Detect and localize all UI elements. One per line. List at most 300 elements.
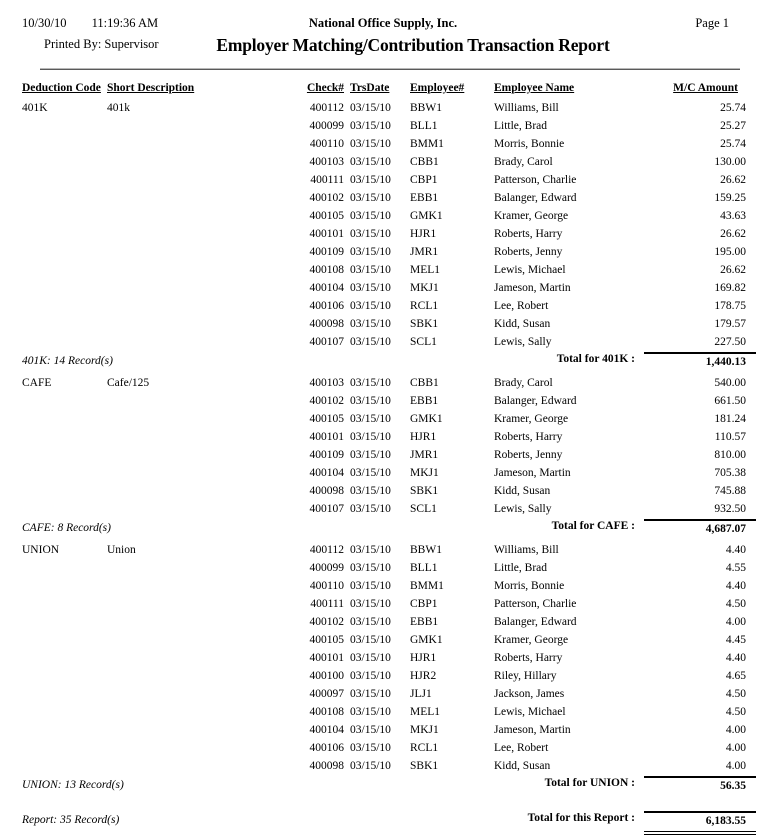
cell-employee-number: HJR2 (410, 670, 437, 682)
cell-short-description (107, 613, 302, 631)
cell-short-description (107, 171, 302, 189)
cell-trs-date: 03/15/10 (350, 210, 391, 222)
cell-employee-number: MKJ1 (410, 467, 439, 479)
cell-trs-date: 03/15/10 (350, 336, 391, 348)
print-date: 10/30/10 (22, 16, 67, 30)
cell-deduction-code (22, 685, 107, 703)
cell-trs-date: 03/15/10 (350, 395, 391, 407)
cell-check-number: 400102 (309, 192, 344, 204)
cell-check-number: 400103 (309, 156, 344, 168)
cell-employee-number: JLJ1 (410, 688, 432, 700)
table-row (0, 631, 759, 649)
cell-deduction-code (22, 559, 107, 577)
cell-employee-name: Kramer, George (494, 634, 569, 646)
report-body (0, 99, 759, 835)
cell-employee-name: Roberts, Harry (494, 228, 563, 240)
section-total-amount: 1,440.13 (644, 352, 756, 368)
cell-trs-date: 03/15/10 (350, 138, 391, 150)
cell-mc-amount: 4.40 (725, 580, 746, 592)
table-row (0, 153, 759, 171)
cell-short-description (107, 392, 302, 410)
cell-check-number: 400101 (309, 652, 344, 664)
cell-employee-name: Brady, Carol (494, 156, 553, 168)
column-header-employee-name: Employee Name (494, 82, 575, 94)
cell-check-number: 400098 (309, 760, 344, 772)
cell-deduction-code (22, 613, 107, 631)
cell-short-description (107, 739, 302, 757)
cell-deduction-code (22, 482, 107, 500)
cell-check-number: 400100 (309, 670, 344, 682)
cell-check-number: 400099 (309, 562, 344, 574)
cell-employee-name: Balanger, Edward (494, 395, 577, 407)
table-row (0, 559, 759, 577)
table-row (0, 315, 759, 333)
table-row (0, 577, 759, 595)
cell-trs-date: 03/15/10 (350, 120, 391, 132)
cell-employee-number: HJR1 (410, 431, 437, 443)
cell-trs-date: 03/15/10 (350, 467, 391, 479)
table-row (0, 279, 759, 297)
table-row (0, 99, 759, 117)
header-divider (40, 68, 740, 70)
cell-employee-number: CBB1 (410, 156, 439, 168)
cell-short-description: 401k (107, 102, 130, 114)
cell-short-description (107, 577, 302, 595)
section-record-count: UNION: 13 Record(s) (22, 779, 124, 791)
cell-employee-name: Balanger, Edward (494, 616, 577, 628)
cell-employee-name: Morris, Bonnie (494, 580, 565, 592)
cell-trs-date: 03/15/10 (350, 724, 391, 736)
cell-employee-number: BBW1 (410, 544, 442, 556)
cell-check-number: 400105 (309, 210, 344, 222)
cell-employee-number: SCL1 (410, 503, 437, 515)
cell-deduction-code (22, 446, 107, 464)
cell-mc-amount: 4.65 (725, 670, 746, 682)
cell-employee-number: SBK1 (410, 318, 439, 330)
cell-short-description (107, 315, 302, 333)
cell-employee-number: EBB1 (410, 616, 439, 628)
cell-short-description: Cafe/125 (107, 377, 150, 389)
table-row (0, 261, 759, 279)
table-row (0, 189, 759, 207)
cell-employee-number: CBB1 (410, 377, 439, 389)
cell-trs-date: 03/15/10 (350, 760, 391, 772)
cell-employee-name: Jameson, Martin (494, 467, 571, 479)
cell-short-description (107, 297, 302, 315)
cell-deduction-code (22, 171, 107, 189)
table-row (0, 613, 759, 631)
cell-employee-number: JMR1 (410, 246, 439, 258)
cell-employee-number: MKJ1 (410, 282, 439, 294)
cell-employee-number: EBB1 (410, 395, 439, 407)
cell-mc-amount: 25.27 (720, 120, 746, 132)
table-row (0, 297, 759, 315)
cell-check-number: 400097 (309, 688, 344, 700)
cell-short-description (107, 225, 302, 243)
table-row (0, 171, 759, 189)
cell-trs-date: 03/15/10 (350, 264, 391, 276)
cell-check-number: 400102 (309, 395, 344, 407)
table-row (0, 207, 759, 225)
table-row (0, 541, 759, 559)
cell-trs-date: 03/15/10 (350, 413, 391, 425)
header-row-1 (22, 16, 744, 35)
cell-trs-date: 03/15/10 (350, 503, 391, 515)
cell-mc-amount: 169.82 (714, 282, 746, 294)
cell-check-number: 400110 (309, 138, 344, 150)
cell-deduction-code (22, 153, 107, 171)
column-header-mc-amount: M/C Amount (673, 82, 738, 94)
table-row (0, 703, 759, 721)
cell-deduction-code (22, 117, 107, 135)
section-footer-row (0, 776, 759, 796)
table-row (0, 667, 759, 685)
cell-employee-name: Kidd, Susan (494, 760, 551, 772)
cell-short-description (107, 685, 302, 703)
cell-deduction-code (22, 297, 107, 315)
cell-employee-number: RCL1 (410, 300, 439, 312)
cell-mc-amount: 4.50 (725, 706, 746, 718)
cell-check-number: 400099 (309, 120, 344, 132)
table-row (0, 392, 759, 410)
cell-check-number: 400112 (309, 102, 344, 114)
cell-check-number: 400110 (309, 580, 344, 592)
cell-mc-amount: 25.74 (720, 138, 746, 150)
cell-deduction-code (22, 703, 107, 721)
cell-trs-date: 03/15/10 (350, 174, 391, 186)
table-row (0, 428, 759, 446)
cell-deduction-code (22, 428, 107, 446)
cell-trs-date: 03/15/10 (350, 431, 391, 443)
cell-check-number: 400105 (309, 413, 344, 425)
cell-short-description (107, 500, 302, 518)
report-total-amount: 6,183.55 (644, 811, 756, 835)
table-row (0, 482, 759, 500)
cell-mc-amount: 159.25 (714, 192, 746, 204)
cell-trs-date: 03/15/10 (350, 688, 391, 700)
table-row (0, 500, 759, 518)
header-row-2 (22, 35, 744, 63)
cell-mc-amount: 745.88 (714, 485, 746, 497)
cell-employee-name: Kramer, George (494, 210, 569, 222)
cell-trs-date: 03/15/10 (350, 562, 391, 574)
cell-short-description (107, 464, 302, 482)
report-footer-row (0, 811, 759, 835)
cell-employee-name: Williams, Bill (494, 102, 559, 114)
cell-short-description (107, 153, 302, 171)
cell-employee-name: Jameson, Martin (494, 724, 571, 736)
cell-mc-amount: 43.63 (720, 210, 746, 222)
cell-check-number: 400102 (309, 616, 344, 628)
cell-mc-amount: 810.00 (714, 449, 746, 461)
cell-deduction-code (22, 595, 107, 613)
table-row (0, 225, 759, 243)
cell-employee-name: Little, Brad (494, 562, 548, 574)
cell-short-description (107, 446, 302, 464)
cell-mc-amount: 4.00 (725, 742, 746, 754)
cell-employee-name: Riley, Hillary (494, 670, 557, 682)
cell-employee-number: GMK1 (410, 413, 443, 425)
cell-employee-name: Morris, Bonnie (494, 138, 565, 150)
cell-deduction-code (22, 392, 107, 410)
cell-employee-name: Lewis, Michael (494, 264, 566, 276)
cell-trs-date: 03/15/10 (350, 598, 391, 610)
table-row (0, 410, 759, 428)
cell-short-description: Union (107, 544, 136, 556)
cell-employee-number: SCL1 (410, 336, 437, 348)
cell-employee-name: Little, Brad (494, 120, 548, 132)
table-row (0, 595, 759, 613)
cell-short-description (107, 559, 302, 577)
cell-short-description (107, 261, 302, 279)
cell-trs-date: 03/15/10 (350, 485, 391, 497)
table-row (0, 739, 759, 757)
cell-short-description (107, 757, 302, 775)
cell-short-description (107, 410, 302, 428)
cell-deduction-code (22, 631, 107, 649)
section-total-label: Total for 401K : (556, 353, 635, 365)
cell-trs-date: 03/15/10 (350, 156, 391, 168)
section-record-count: CAFE: 8 Record(s) (22, 522, 111, 534)
cell-check-number: 400109 (309, 449, 344, 461)
cell-check-number: 400106 (309, 300, 344, 312)
cell-check-number: 400111 (310, 174, 344, 186)
cell-employee-number: MEL1 (410, 706, 441, 718)
cell-mc-amount: 932.50 (714, 503, 746, 515)
report-total-label: Total for this Report : (527, 812, 635, 824)
cell-short-description (107, 207, 302, 225)
cell-deduction-code (22, 279, 107, 297)
cell-deduction-code (22, 649, 107, 667)
cell-trs-date: 03/15/10 (350, 228, 391, 240)
cell-employee-number: GMK1 (410, 210, 443, 222)
cell-trs-date: 03/15/10 (350, 706, 391, 718)
cell-employee-name: Jackson, James (494, 688, 565, 700)
cell-employee-number: BBW1 (410, 102, 442, 114)
cell-trs-date: 03/15/10 (350, 634, 391, 646)
table-row (0, 446, 759, 464)
cell-mc-amount: 26.62 (720, 264, 746, 276)
cell-mc-amount: 705.38 (714, 467, 746, 479)
cell-mc-amount: 25.74 (720, 102, 746, 114)
cell-employee-number: SBK1 (410, 485, 439, 497)
cell-mc-amount: 179.57 (714, 318, 746, 330)
cell-short-description (107, 117, 302, 135)
cell-deduction-code (22, 189, 107, 207)
cell-trs-date: 03/15/10 (350, 544, 391, 556)
cell-deduction-code (22, 500, 107, 518)
cell-deduction-code (22, 135, 107, 153)
cell-trs-date: 03/15/10 (350, 102, 391, 114)
cell-check-number: 400104 (309, 282, 344, 294)
cell-check-number: 400098 (309, 485, 344, 497)
cell-deduction-code (22, 207, 107, 225)
cell-check-number: 400107 (309, 336, 344, 348)
cell-check-number: 400108 (309, 706, 344, 718)
cell-mc-amount: 4.40 (725, 652, 746, 664)
cell-employee-name: Williams, Bill (494, 544, 559, 556)
cell-short-description (107, 667, 302, 685)
cell-check-number: 400104 (309, 724, 344, 736)
cell-trs-date: 03/15/10 (350, 282, 391, 294)
cell-short-description (107, 189, 302, 207)
cell-employee-name: Kidd, Susan (494, 485, 551, 497)
cell-mc-amount: 4.50 (725, 688, 746, 700)
cell-mc-amount: 661.50 (714, 395, 746, 407)
cell-employee-name: Jameson, Martin (494, 282, 571, 294)
cell-deduction-code: 401K (22, 102, 48, 114)
cell-deduction-code (22, 315, 107, 333)
cell-employee-number: MKJ1 (410, 724, 439, 736)
page-number: Page 1 (695, 16, 729, 30)
cell-mc-amount: 4.00 (725, 724, 746, 736)
cell-trs-date: 03/15/10 (350, 318, 391, 330)
cell-mc-amount: 4.40 (725, 544, 746, 556)
table-row (0, 649, 759, 667)
cell-deduction-code: UNION (22, 544, 60, 556)
section-footer-row (0, 519, 759, 539)
cell-employee-number: BMM1 (410, 138, 444, 150)
section-total-amount: 4,687.07 (644, 519, 756, 535)
cell-employee-name: Lee, Robert (494, 300, 549, 312)
cell-mc-amount: 4.45 (725, 634, 746, 646)
cell-check-number: 400101 (309, 431, 344, 443)
cell-employee-number: BLL1 (410, 120, 438, 132)
table-row (0, 333, 759, 351)
cell-employee-name: Roberts, Jenny (494, 449, 563, 461)
cell-employee-name: Lewis, Sally (494, 503, 552, 515)
cell-short-description (107, 243, 302, 261)
cell-mc-amount: 4.00 (725, 760, 746, 772)
cell-employee-number: EBB1 (410, 192, 439, 204)
cell-check-number: 400109 (309, 246, 344, 258)
cell-short-description (107, 279, 302, 297)
cell-employee-name: Brady, Carol (494, 377, 553, 389)
cell-mc-amount: 26.62 (720, 228, 746, 240)
printed-by-label: Printed By: (44, 37, 102, 51)
cell-trs-date: 03/15/10 (350, 670, 391, 682)
section-total-label: Total for CAFE : (551, 520, 635, 532)
cell-short-description (107, 631, 302, 649)
cell-trs-date: 03/15/10 (350, 300, 391, 312)
cell-check-number: 400103 (309, 377, 344, 389)
table-row (0, 243, 759, 261)
cell-short-description (107, 135, 302, 153)
cell-check-number: 400105 (309, 634, 344, 646)
cell-deduction-code (22, 577, 107, 595)
cell-check-number: 400111 (310, 598, 344, 610)
cell-check-number: 400112 (309, 544, 344, 556)
cell-deduction-code (22, 757, 107, 775)
cell-employee-number: HJR1 (410, 652, 437, 664)
cell-employee-number: CBP1 (410, 598, 438, 610)
cell-employee-number: RCL1 (410, 742, 439, 754)
printed-by-value: Supervisor (104, 37, 159, 51)
table-row (0, 117, 759, 135)
cell-deduction-code (22, 261, 107, 279)
cell-employee-name: Balanger, Edward (494, 192, 577, 204)
cell-employee-name: Roberts, Harry (494, 431, 563, 443)
cell-employee-name: Kramer, George (494, 413, 569, 425)
cell-trs-date: 03/15/10 (350, 742, 391, 754)
cell-mc-amount: 4.00 (725, 616, 746, 628)
table-row (0, 464, 759, 482)
report-header (0, 16, 759, 70)
cell-check-number: 400101 (309, 228, 344, 240)
table-row (0, 721, 759, 739)
cell-short-description (107, 482, 302, 500)
cell-deduction-code (22, 739, 107, 757)
cell-employee-number: MEL1 (410, 264, 441, 276)
cell-check-number: 400104 (309, 467, 344, 479)
cell-check-number: 400107 (309, 503, 344, 515)
cell-employee-number: JMR1 (410, 449, 439, 461)
cell-trs-date: 03/15/10 (350, 246, 391, 258)
cell-mc-amount: 26.62 (720, 174, 746, 186)
section-footer-row (0, 352, 759, 372)
column-header-short-description: Short Description (107, 82, 195, 94)
cell-trs-date: 03/15/10 (350, 580, 391, 592)
cell-short-description (107, 703, 302, 721)
section-record-count: 401K: 14 Record(s) (22, 355, 113, 367)
cell-deduction-code (22, 243, 107, 261)
cell-employee-number: GMK1 (410, 634, 443, 646)
cell-employee-name: Roberts, Harry (494, 652, 563, 664)
cell-employee-number: BMM1 (410, 580, 444, 592)
cell-employee-number: HJR1 (410, 228, 437, 240)
column-headers (0, 82, 759, 99)
column-header-employee-number: Employee# (410, 82, 465, 94)
cell-employee-number: SBK1 (410, 760, 439, 772)
cell-short-description (107, 428, 302, 446)
table-row (0, 685, 759, 703)
cell-mc-amount: 181.24 (714, 413, 746, 425)
section-total-amount: 56.35 (644, 776, 756, 792)
cell-short-description (107, 595, 302, 613)
cell-employee-name: Lewis, Sally (494, 336, 552, 348)
cell-deduction-code: CAFE (22, 377, 52, 389)
column-header-deduction-code: Deduction Code (22, 82, 101, 94)
cell-employee-name: Lee, Robert (494, 742, 549, 754)
print-time: 11:19:36 AM (91, 16, 159, 30)
cell-deduction-code (22, 667, 107, 685)
column-header-trs-date: TrsDate (350, 82, 390, 94)
cell-deduction-code (22, 721, 107, 739)
cell-mc-amount: 110.57 (714, 431, 746, 443)
column-header-check-number: Check# (306, 82, 344, 94)
cell-short-description (107, 721, 302, 739)
cell-mc-amount: 130.00 (714, 156, 746, 168)
cell-deduction-code (22, 225, 107, 243)
cell-employee-number: BLL1 (410, 562, 438, 574)
table-row (0, 757, 759, 775)
table-row (0, 135, 759, 153)
cell-deduction-code (22, 410, 107, 428)
cell-short-description (107, 333, 302, 351)
cell-check-number: 400106 (309, 742, 344, 754)
report-record-count: Report: 35 Record(s) (22, 814, 120, 826)
cell-trs-date: 03/15/10 (350, 192, 391, 204)
cell-trs-date: 03/15/10 (350, 652, 391, 664)
cell-employee-name: Patterson, Charlie (494, 598, 577, 610)
company-name: National Office Supply, Inc. (308, 16, 458, 30)
cell-trs-date: 03/15/10 (350, 377, 391, 389)
cell-deduction-code (22, 464, 107, 482)
cell-mc-amount: 4.55 (725, 562, 746, 574)
cell-mc-amount: 540.00 (714, 377, 746, 389)
cell-check-number: 400098 (309, 318, 344, 330)
cell-mc-amount: 4.50 (725, 598, 746, 610)
